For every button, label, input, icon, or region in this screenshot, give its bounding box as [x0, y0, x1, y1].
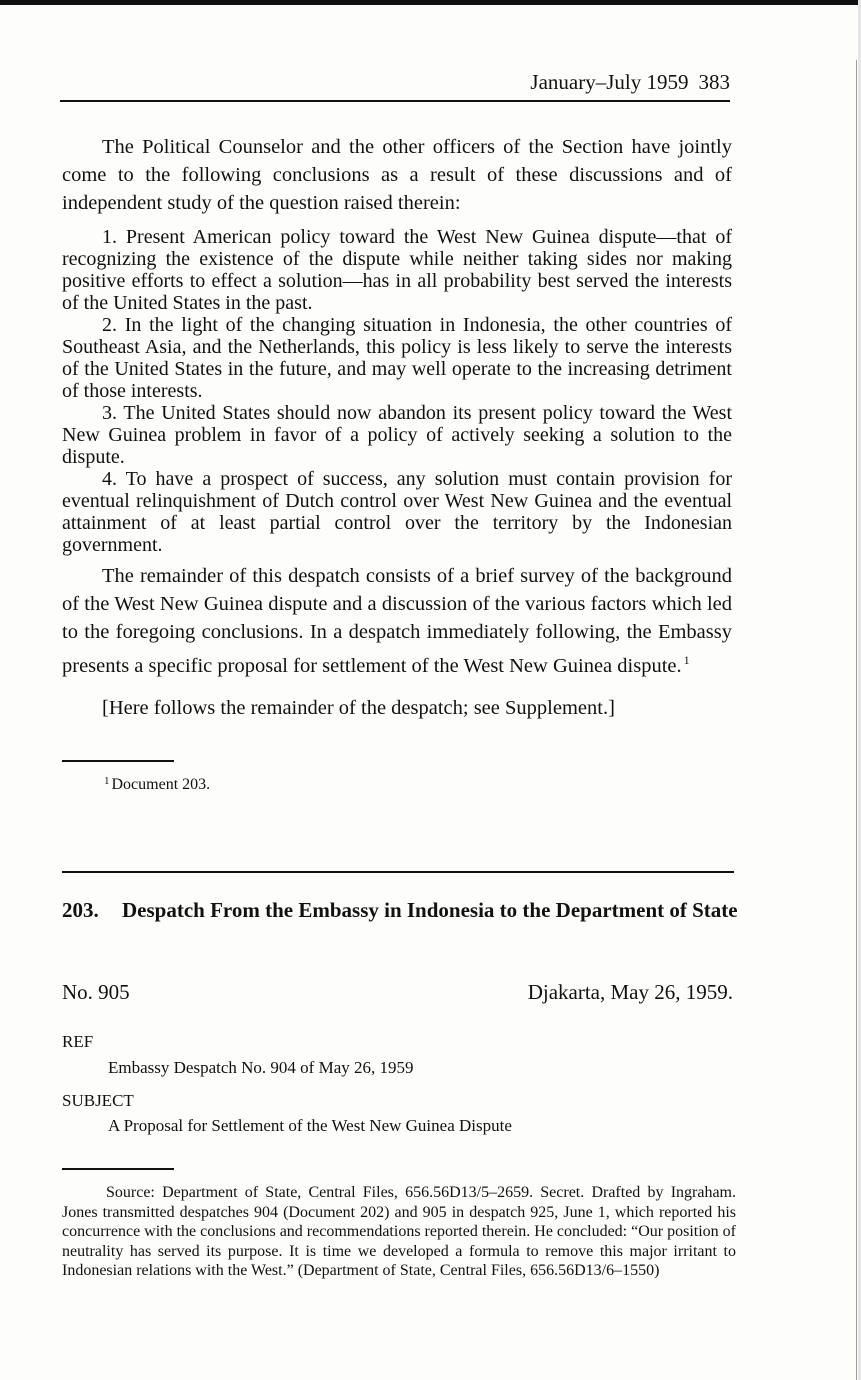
scan-right-edge	[856, 60, 857, 1380]
remainder-body: The remainder of this despatch consists of a brief survey of the background of the West New Guinea dispute and a discussion of the various factors which led to the foregoing conclusions. In a despatch immediately following, the Embassy presents a specific proposal for settlement of the West New Guinea dispute.	[62, 565, 732, 677]
subject-value: A Proposal for Settlement of the West New Guinea Dispute	[108, 1116, 512, 1135]
intro-text: The Political Counselor and the other officers of the Section have jointly come to the following conclusions as a result of these discussions and of independent study of the question raised therein:	[62, 136, 732, 214]
running-head-title: January–July 1959	[530, 70, 689, 94]
section-divider	[62, 871, 734, 873]
place-date: Djakarta, May 26, 1959.	[527, 980, 733, 1004]
intro-paragraph	[62, 133, 732, 217]
conclusion-item: 1. Present American policy toward the West New Guinea dispute—that of recognizing the existence of the dispute while neither taking sides nor making positive efforts to effect a solution—has in all probability best served the interests of the United States in the past.	[62, 226, 732, 314]
editorial-note	[62, 694, 732, 722]
footnote-1-marker: 1	[104, 775, 110, 787]
conclusion-item: 4. To have a prospect of success, any solution must contain provision for eventual relinquishment of Dutch control over West New Guinea and the eventual attainment of at least partial control over the territory by the Indonesian government.	[62, 468, 732, 556]
conclusion-item: 3. The United States should now abandon its present policy toward the West New Guinea problem in favor of a policy of actively seeking a solution to the dispute.	[62, 402, 732, 468]
footnote-1-text: Document 203.	[111, 776, 211, 793]
subject-label: SUBJECT	[62, 1091, 134, 1110]
source-note-rule	[62, 1168, 174, 1170]
remainder-text	[62, 562, 732, 680]
page-number: 383	[698, 70, 730, 94]
conclusions-list	[62, 226, 732, 556]
footnote-1	[104, 775, 210, 794]
document-heading	[62, 896, 742, 925]
ref-label: REF	[62, 1032, 94, 1051]
running-head	[500, 70, 730, 95]
despatch-number: No. 905	[62, 980, 130, 1004]
scan-top-border	[0, 0, 861, 5]
header-rule	[60, 100, 730, 102]
remainder-paragraph	[62, 562, 732, 680]
document-title: Despatch From the Embassy in Indonesia to the Department of State	[122, 898, 738, 922]
source-note: Source: Department of State, Central Files, 656.56D13/5–2659. Secret. Drafted by Ingraham. Jones transmitted despatches 904 (Document 202) and 905 in despatch 925, June 1, which reported his concurrence with the conclusions and recommendations reported therein. He concluded: “Our position of neutrality has served its purpose. It is time we developed a formula to remove this major irritant to Indonesian relations with the West.” (Department of State, Central Files, 656.56D13/6–1550)	[62, 1184, 736, 1279]
document-number: 203.	[62, 898, 99, 922]
conclusion-item: 2. In the light of the changing situation in Indonesia, the other countries of Southeast Asia, and the Netherlands, this policy is less likely to serve the interests of the United States in the future, and may well operate to the increasing detriment of those interests.	[62, 314, 732, 402]
footnote-ref-1: 1	[683, 653, 690, 667]
footnote-rule	[62, 760, 174, 762]
editorial-note-text: [Here follows the remainder of the despatch; see Supplement.]	[102, 697, 615, 719]
ref-value: Embassy Despatch No. 904 of May 26, 1959	[108, 1058, 414, 1077]
